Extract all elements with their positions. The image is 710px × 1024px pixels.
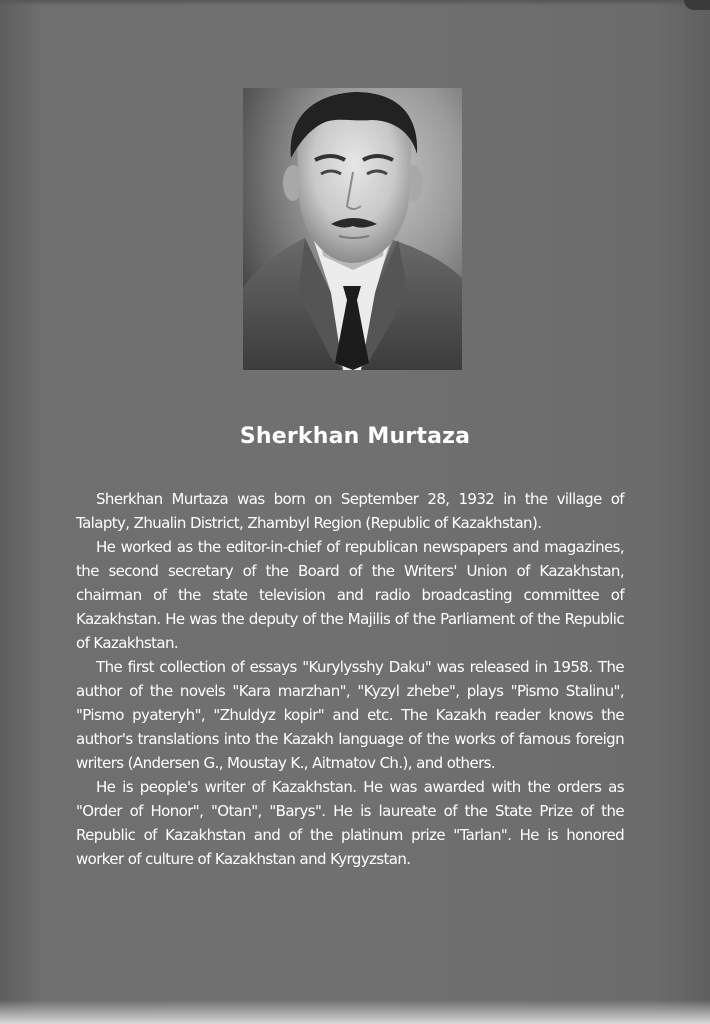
page-top-edge — [0, 0, 710, 6]
bio-paragraph: Sherkhan Murtaza was born on September 28, 1932 in the village of Talapty, Zhualin District, Zhambyl Region (Republic of Kazakhstan). — [76, 490, 624, 532]
portrait-photo — [243, 88, 462, 370]
biography-text — [76, 487, 624, 871]
bio-paragraph: The first collection of essays "Kurylysshy Daku" was released in 1958. The author of the novels "Kara marzhan", "Kyzyl zhebe", plays "Pismo Stalinu", "Pismo pyateryh", "Zhuldyz kopir" and etc. The Kazakh reader knows the author's translations into the Kazakh language of the works of famous foreign writers (Andersen G., Moustay K., Aitmatov Ch.), and others. — [76, 658, 624, 772]
bio-paragraph: He worked as the editor-in-chief of republican newspapers and magazines, the second secretary of the Board of the Writers' Union of Kazakhstan, chairman of the state television and radio broadcasting committee of Kazakhstan. He was the deputy of the Majilis of the Parliament of the Republic of Kazakhstan. — [76, 538, 624, 652]
page-bottom-edge — [0, 1000, 710, 1024]
portrait-illustration — [243, 88, 462, 370]
bio-paragraph: He is people's writer of Kazakhstan. He was awarded with the orders as "Order of Honor", "Otan", "Barys". He is laureate of the State Prize of the Republic of Kazakhstan and of the platinum prize "Tarlan". He is honored worker of culture of Kazakhstan and Kyrgyzstan. — [76, 778, 624, 868]
page-corner — [684, 0, 710, 10]
page-title: Sherkhan Murtaza — [239, 424, 471, 449]
